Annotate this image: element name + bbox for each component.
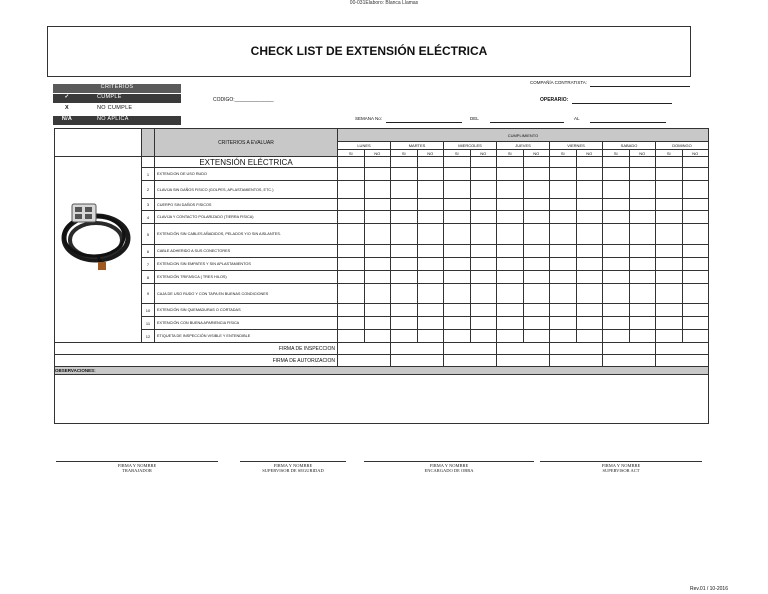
firma-autorizacion-label: FIRMA DE AUTORIZACION xyxy=(55,355,338,367)
check-cell[interactable] xyxy=(550,317,577,330)
check-cell[interactable] xyxy=(656,271,683,284)
check-cell[interactable] xyxy=(470,284,497,304)
check-cell[interactable] xyxy=(523,157,550,168)
check-cell[interactable] xyxy=(682,271,709,284)
firma-inspeccion-label: FIRMA DE INSPECCION xyxy=(55,343,338,355)
si-header: SI xyxy=(391,150,418,157)
check-cell[interactable] xyxy=(576,224,603,245)
legend-label: NO APLICA xyxy=(97,116,129,122)
day-header: DOMINGO xyxy=(656,142,709,150)
check-cell[interactable] xyxy=(603,271,630,284)
check-cell[interactable] xyxy=(629,304,656,317)
check-cell[interactable] xyxy=(338,284,365,304)
page-title: CHECK LIST DE EXTENSIÓN ELÉCTRICA xyxy=(250,44,488,58)
check-cell[interactable] xyxy=(550,304,577,317)
check-cell[interactable] xyxy=(550,258,577,271)
legend-label: CUMPLE xyxy=(97,94,122,100)
check-cell[interactable] xyxy=(470,317,497,330)
firma-autorizacion-cell[interactable] xyxy=(656,355,709,367)
check-cell[interactable] xyxy=(656,304,683,317)
item-text: EXTENCIÓN SIN QUEMADURAS O CORTADAS xyxy=(155,304,338,317)
check-cell[interactable] xyxy=(550,245,577,258)
check-cell[interactable] xyxy=(576,317,603,330)
check-cell[interactable] xyxy=(497,245,524,258)
no-header: NO xyxy=(576,150,603,157)
check-cell[interactable] xyxy=(576,330,603,343)
check-cell[interactable] xyxy=(656,199,683,211)
si-header: SI xyxy=(603,150,630,157)
item-number: 1 xyxy=(142,168,155,181)
check-cell[interactable] xyxy=(656,330,683,343)
check-cell[interactable] xyxy=(417,245,444,258)
check-cell[interactable] xyxy=(656,157,683,168)
item-text: EXTENCION DE USO RUDO xyxy=(155,168,338,181)
item-text: CLAVIJA Y CONTACTO POLARIZADO (TIERRA FISICA) xyxy=(155,211,338,224)
check-cell[interactable] xyxy=(364,271,391,284)
check-cell[interactable] xyxy=(497,317,524,330)
check-cell[interactable] xyxy=(417,168,444,181)
number-cell xyxy=(142,157,155,168)
check-cell[interactable] xyxy=(470,271,497,284)
check-cell[interactable] xyxy=(603,157,630,168)
item-text: EXTENCIÓN TRIFASICA ( TRES HILOS) xyxy=(155,271,338,284)
check-cell[interactable] xyxy=(682,181,709,199)
number-header-cell xyxy=(142,129,155,157)
check-cell[interactable] xyxy=(603,284,630,304)
legend-row-no-cumple xyxy=(53,105,181,114)
item-number: 9 xyxy=(142,284,155,304)
check-cell[interactable] xyxy=(364,157,391,168)
check-cell[interactable] xyxy=(391,245,418,258)
check-cell[interactable] xyxy=(417,157,444,168)
check-cell[interactable] xyxy=(338,211,365,224)
check-cell[interactable] xyxy=(417,181,444,199)
check-cell[interactable] xyxy=(338,245,365,258)
check-cell[interactable] xyxy=(656,284,683,304)
check-cell[interactable] xyxy=(364,181,391,199)
check-cell[interactable] xyxy=(656,168,683,181)
firma-inspeccion-cell[interactable] xyxy=(338,343,391,355)
check-cell[interactable] xyxy=(497,271,524,284)
firma-inspeccion-cell[interactable] xyxy=(550,343,603,355)
check-cell[interactable] xyxy=(550,199,577,211)
item-number: 12 xyxy=(142,330,155,343)
check-cell[interactable] xyxy=(417,199,444,211)
check-cell[interactable] xyxy=(656,211,683,224)
day-header: LUNES xyxy=(338,142,391,150)
check-cell[interactable] xyxy=(391,199,418,211)
firma-inspeccion-cell[interactable] xyxy=(444,343,497,355)
no-header: NO xyxy=(682,150,709,157)
check-cell[interactable] xyxy=(656,258,683,271)
day-header: SABADO xyxy=(603,142,656,150)
check-cell[interactable] xyxy=(364,211,391,224)
check-cell[interactable] xyxy=(682,317,709,330)
check-cell[interactable] xyxy=(444,211,471,224)
check-cell[interactable] xyxy=(576,199,603,211)
check-cell[interactable] xyxy=(523,271,550,284)
table-row xyxy=(55,245,709,258)
check-cell[interactable] xyxy=(444,199,471,211)
signature-line-supervisor-seguridad[interactable] xyxy=(240,461,346,462)
item-number: 4 xyxy=(142,211,155,224)
check-cell[interactable] xyxy=(629,181,656,199)
check-cell[interactable] xyxy=(497,211,524,224)
revision-label: Rev.01 / 10-2016 xyxy=(690,586,728,592)
firma-inspeccion-cell[interactable] xyxy=(656,343,709,355)
check-cell[interactable] xyxy=(629,168,656,181)
criteria-header: CRITERIOS A EVALUAR xyxy=(155,129,338,157)
check-cell[interactable] xyxy=(603,199,630,211)
check-cell[interactable] xyxy=(338,271,365,284)
no-header: NO xyxy=(417,150,444,157)
check-cell[interactable] xyxy=(550,211,577,224)
signature-label-trabajador: FIRMA Y NOMBRE TRABAJADOR xyxy=(117,463,157,474)
check-cell[interactable] xyxy=(682,224,709,245)
operario-label: OPERARIO: xyxy=(540,97,569,103)
check-cell[interactable] xyxy=(497,157,524,168)
check-cell[interactable] xyxy=(682,304,709,317)
check-cell[interactable] xyxy=(523,317,550,330)
check-cell[interactable] xyxy=(629,258,656,271)
check-cell[interactable] xyxy=(603,245,630,258)
check-cell[interactable] xyxy=(338,199,365,211)
firma-inspeccion-cell[interactable] xyxy=(603,343,656,355)
legend-label: NO CUMPLE xyxy=(97,105,133,111)
firma-autorizacion-cell[interactable] xyxy=(603,355,656,367)
check-cell[interactable] xyxy=(629,284,656,304)
check-cell[interactable] xyxy=(629,224,656,245)
document-code: 00-031Elaboro: Blanca Llamas xyxy=(349,0,419,6)
no-header: NO xyxy=(629,150,656,157)
check-cell[interactable] xyxy=(391,224,418,245)
no-header: NO xyxy=(470,150,497,157)
item-number: 6 xyxy=(142,245,155,258)
check-cell[interactable] xyxy=(444,258,471,271)
operario-field[interactable] xyxy=(572,103,672,104)
table-row xyxy=(55,168,709,181)
check-cell[interactable] xyxy=(629,317,656,330)
check-cell[interactable] xyxy=(364,168,391,181)
check-cell[interactable] xyxy=(364,245,391,258)
check-cell[interactable] xyxy=(338,317,365,330)
check-cell[interactable] xyxy=(417,271,444,284)
day-header: JUEVES xyxy=(497,142,550,150)
check-cell[interactable] xyxy=(550,181,577,199)
check-cell[interactable] xyxy=(523,284,550,304)
checklist-table xyxy=(54,128,709,424)
section-title: EXTENSIÓN ELÉCTRICA xyxy=(155,157,338,168)
check-cell[interactable] xyxy=(391,284,418,304)
check-cell[interactable] xyxy=(603,224,630,245)
table-row xyxy=(55,271,709,284)
item-number: 7 xyxy=(142,258,155,271)
al-field[interactable] xyxy=(590,122,666,123)
check-cell[interactable] xyxy=(338,330,365,343)
check-cell[interactable] xyxy=(417,284,444,304)
firma-autorizacion-cell[interactable] xyxy=(550,355,603,367)
legend-row-cumple xyxy=(53,94,181,103)
check-cell[interactable] xyxy=(629,211,656,224)
item-text: CUERPO SIN DAÑOS FISICOS xyxy=(155,199,338,211)
check-cell[interactable] xyxy=(682,157,709,168)
cumplimiento-header: CUMPLIMIENTO xyxy=(338,129,709,142)
extension-cord-image xyxy=(58,196,134,272)
check-cell[interactable] xyxy=(444,271,471,284)
check-cell[interactable] xyxy=(338,157,365,168)
check-cell[interactable] xyxy=(364,330,391,343)
al-label: AL xyxy=(574,116,580,121)
firma-autorizacion-cell[interactable] xyxy=(338,355,391,367)
day-header: VIERNES xyxy=(550,142,603,150)
check-cell[interactable] xyxy=(576,271,603,284)
table-row xyxy=(55,258,709,271)
check-cell[interactable] xyxy=(523,199,550,211)
check-cell[interactable] xyxy=(629,271,656,284)
legend-header xyxy=(53,84,181,93)
check-cell[interactable] xyxy=(629,245,656,258)
check-cell[interactable] xyxy=(603,168,630,181)
check-cell[interactable] xyxy=(629,157,656,168)
check-cell[interactable] xyxy=(682,211,709,224)
check-cell[interactable] xyxy=(364,224,391,245)
check-cell[interactable] xyxy=(576,284,603,304)
si-header: SI xyxy=(444,150,471,157)
firma-autorizacion-cell[interactable] xyxy=(444,355,497,367)
check-cell[interactable] xyxy=(550,224,577,245)
item-number: 3 xyxy=(142,199,155,211)
item-text: ETIQUETA DE INSPECCIÓN VISIBLE Y ENTENDIBLE xyxy=(155,330,338,343)
check-cell[interactable] xyxy=(391,317,418,330)
table-row xyxy=(55,181,709,199)
no-header: NO xyxy=(364,150,391,157)
signature-line-encargado[interactable] xyxy=(364,461,534,462)
check-cell[interactable] xyxy=(444,168,471,181)
check-cell[interactable] xyxy=(576,258,603,271)
item-text: EXTENCIÓN CON BUENA APARIENCIA FISICA xyxy=(155,317,338,330)
signature-label-supervisor-act: FIRMA Y NOMBRE SUPERVISOR ACT xyxy=(601,463,641,474)
check-cell[interactable] xyxy=(444,317,471,330)
check-cell[interactable] xyxy=(629,199,656,211)
firma-autorizacion-cell[interactable] xyxy=(497,355,550,367)
si-header: SI xyxy=(550,150,577,157)
no-header: NO xyxy=(523,150,550,157)
check-cell[interactable] xyxy=(338,168,365,181)
company-field[interactable] xyxy=(590,86,690,87)
check-cell[interactable] xyxy=(364,317,391,330)
check-cell[interactable] xyxy=(603,181,630,199)
check-cell[interactable] xyxy=(417,330,444,343)
check-cell[interactable] xyxy=(576,304,603,317)
check-cell[interactable] xyxy=(523,224,550,245)
check-icon: ✓ xyxy=(64,94,70,100)
check-cell[interactable] xyxy=(338,224,365,245)
check-cell[interactable] xyxy=(470,157,497,168)
si-header: SI xyxy=(497,150,524,157)
check-cell[interactable] xyxy=(470,168,497,181)
check-cell[interactable] xyxy=(497,199,524,211)
check-cell[interactable] xyxy=(603,317,630,330)
check-cell[interactable] xyxy=(656,245,683,258)
check-cell[interactable] xyxy=(338,258,365,271)
check-cell[interactable] xyxy=(391,168,418,181)
table-row xyxy=(55,211,709,224)
codigo-label: CODIGO:______________ xyxy=(213,97,274,103)
check-cell[interactable] xyxy=(497,168,524,181)
signature-label-supervisor-seguridad: FIRMA Y NOMBRE SUPERVISOR DE SEGURIDAD xyxy=(262,463,324,474)
table-row xyxy=(55,284,709,304)
check-cell[interactable] xyxy=(391,211,418,224)
check-cell[interactable] xyxy=(576,181,603,199)
check-cell[interactable] xyxy=(682,284,709,304)
check-cell[interactable] xyxy=(576,211,603,224)
check-cell[interactable] xyxy=(550,157,577,168)
check-cell[interactable] xyxy=(523,245,550,258)
check-cell[interactable] xyxy=(417,224,444,245)
check-cell[interactable] xyxy=(391,304,418,317)
check-cell[interactable] xyxy=(470,181,497,199)
check-cell[interactable] xyxy=(603,330,630,343)
check-cell[interactable] xyxy=(550,168,577,181)
check-cell[interactable] xyxy=(656,317,683,330)
check-cell[interactable] xyxy=(391,181,418,199)
check-cell[interactable] xyxy=(523,330,550,343)
legend-header-label: CRITERIOS xyxy=(100,84,134,90)
check-cell[interactable] xyxy=(444,157,471,168)
check-cell[interactable] xyxy=(470,211,497,224)
item-text: EXTENCION SIN EMPATES Y SIN APLASTAMIENTOS xyxy=(155,258,338,271)
company-label: COMPAÑÍA CONTRATISTA: xyxy=(530,80,588,85)
check-cell[interactable] xyxy=(550,330,577,343)
check-cell[interactable] xyxy=(523,181,550,199)
check-cell[interactable] xyxy=(497,304,524,317)
item-number: 10 xyxy=(142,304,155,317)
check-cell[interactable] xyxy=(338,304,365,317)
check-cell[interactable] xyxy=(603,211,630,224)
check-cell[interactable] xyxy=(391,157,418,168)
signature-line-supervisor-act[interactable] xyxy=(540,461,702,462)
check-cell[interactable] xyxy=(417,317,444,330)
check-cell[interactable] xyxy=(682,330,709,343)
check-cell[interactable] xyxy=(603,258,630,271)
item-number: 2 xyxy=(142,181,155,199)
observaciones-header: OBSERVACIONES: xyxy=(55,367,709,375)
check-cell[interactable] xyxy=(523,211,550,224)
check-cell[interactable] xyxy=(497,181,524,199)
check-cell[interactable] xyxy=(444,284,471,304)
firma-autorizacion-cell[interactable] xyxy=(391,355,444,367)
check-cell[interactable] xyxy=(364,284,391,304)
check-cell[interactable] xyxy=(364,258,391,271)
item-number: 8 xyxy=(142,271,155,284)
check-cell[interactable] xyxy=(444,224,471,245)
check-cell[interactable] xyxy=(682,258,709,271)
item-text: CLAVIJA SIN DAÑOS FISICO (GOLPES, APLASTAMIENTOS, ETC.) xyxy=(155,181,338,199)
check-cell[interactable] xyxy=(444,245,471,258)
check-cell[interactable] xyxy=(470,245,497,258)
item-number: 11 xyxy=(142,317,155,330)
check-cell[interactable] xyxy=(417,304,444,317)
check-cell[interactable] xyxy=(550,271,577,284)
x-icon: X xyxy=(65,105,69,111)
legend-row-no-aplica xyxy=(53,116,181,125)
check-cell[interactable] xyxy=(470,304,497,317)
check-cell[interactable] xyxy=(444,304,471,317)
day-header: MARTES xyxy=(391,142,444,150)
signature-label-encargado: FIRMA Y NOMBRE ENCARGADO DE OBRA xyxy=(424,463,474,474)
image-header-cell xyxy=(55,129,142,157)
check-cell[interactable] xyxy=(497,284,524,304)
check-cell[interactable] xyxy=(497,224,524,245)
table-row xyxy=(55,304,709,317)
table-row xyxy=(55,224,709,245)
check-cell[interactable] xyxy=(682,168,709,181)
check-cell[interactable] xyxy=(364,199,391,211)
si-header: SI xyxy=(338,150,365,157)
check-cell[interactable] xyxy=(417,211,444,224)
table-row xyxy=(55,330,709,343)
check-cell[interactable] xyxy=(576,168,603,181)
table-row xyxy=(55,317,709,330)
firma-inspeccion-cell[interactable] xyxy=(497,343,550,355)
check-cell[interactable] xyxy=(338,181,365,199)
check-cell[interactable] xyxy=(523,258,550,271)
table-row xyxy=(55,199,709,211)
check-cell[interactable] xyxy=(523,168,550,181)
si-header: SI xyxy=(656,150,683,157)
check-cell[interactable] xyxy=(497,330,524,343)
signature-line-trabajador[interactable] xyxy=(56,461,218,462)
check-cell[interactable] xyxy=(576,245,603,258)
check-cell[interactable] xyxy=(391,271,418,284)
check-cell[interactable] xyxy=(444,330,471,343)
semana-label: SEMANA No: xyxy=(355,116,383,121)
na-icon: N/A xyxy=(61,116,73,122)
check-cell[interactable] xyxy=(470,258,497,271)
semana-field[interactable] xyxy=(386,122,462,123)
check-cell[interactable] xyxy=(391,258,418,271)
check-cell[interactable] xyxy=(391,330,418,343)
check-cell[interactable] xyxy=(682,199,709,211)
check-cell[interactable] xyxy=(444,181,471,199)
item-text: CABLE ADHERIDO A SUS CONECTORES xyxy=(155,245,338,258)
check-cell[interactable] xyxy=(470,199,497,211)
check-cell[interactable] xyxy=(656,181,683,199)
item-text: CAJA DE USO RUDO Y CON TAPA EN BUENAS CONDICIONES xyxy=(155,284,338,304)
check-cell[interactable] xyxy=(523,304,550,317)
check-cell[interactable] xyxy=(629,330,656,343)
item-text: EXTENCIÓN SIN CABLES AÑADIDOS, PELADOS Y/O SIN AISLANTES. xyxy=(155,224,338,245)
check-cell[interactable] xyxy=(497,258,524,271)
check-cell[interactable] xyxy=(417,258,444,271)
day-header: MIERCOLES xyxy=(444,142,497,150)
check-cell[interactable] xyxy=(550,284,577,304)
observaciones-field[interactable] xyxy=(55,375,709,424)
check-cell[interactable] xyxy=(656,224,683,245)
check-cell[interactable] xyxy=(364,304,391,317)
firma-inspeccion-cell[interactable] xyxy=(391,343,444,355)
del-label: DEL xyxy=(470,116,479,121)
check-cell[interactable] xyxy=(576,157,603,168)
item-number: 5 xyxy=(142,224,155,245)
check-cell[interactable] xyxy=(603,304,630,317)
check-cell[interactable] xyxy=(470,224,497,245)
check-cell[interactable] xyxy=(470,330,497,343)
del-field[interactable] xyxy=(490,122,564,123)
check-cell[interactable] xyxy=(682,245,709,258)
